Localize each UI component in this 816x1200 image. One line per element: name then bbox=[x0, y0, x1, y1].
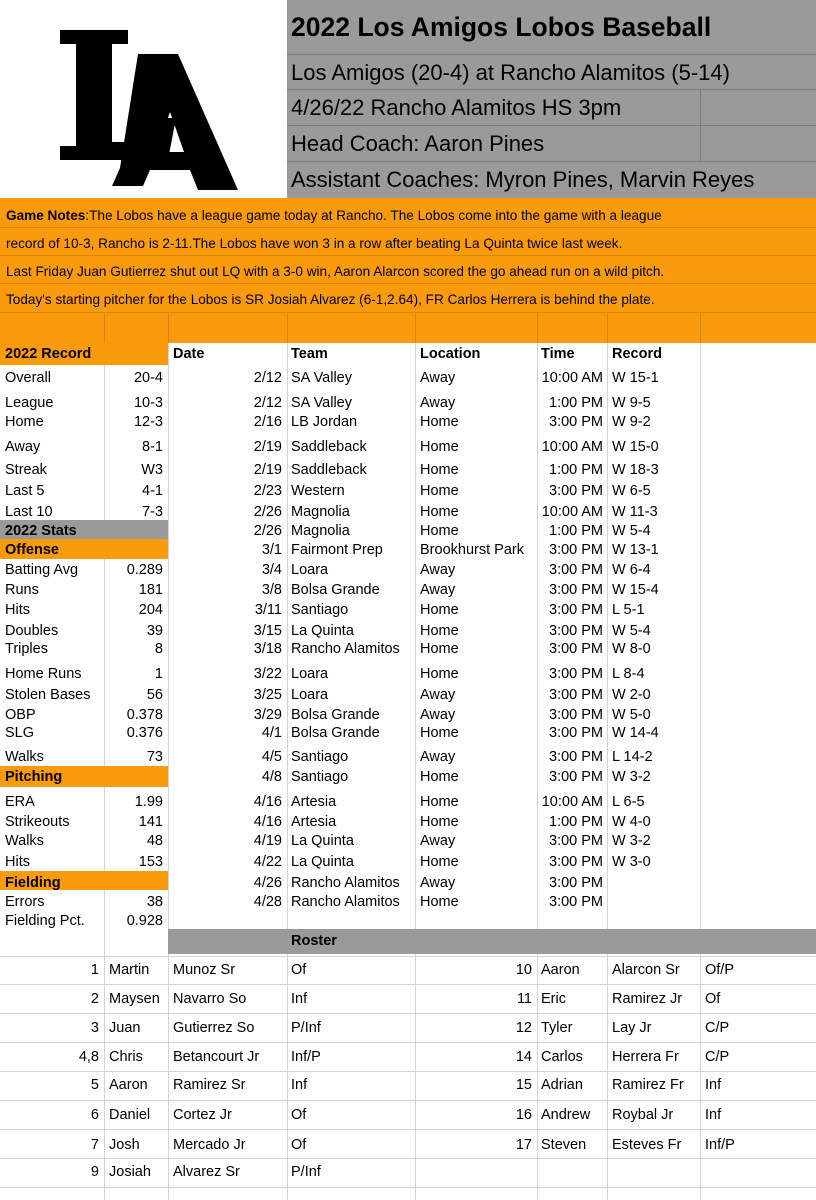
player-last-name: Ramirez Sr bbox=[173, 1077, 246, 1093]
game-date: 4/19 bbox=[253, 833, 282, 849]
player-last-name: Munoz Sr bbox=[173, 962, 236, 978]
game-team: Fairmont Prep bbox=[291, 542, 383, 558]
player-number: 3 bbox=[90, 1020, 99, 1036]
game-date: 4/28 bbox=[253, 894, 282, 910]
player-position: C/P bbox=[705, 1049, 730, 1065]
divider bbox=[0, 1071, 816, 1072]
player-first-name: Aaron bbox=[109, 1077, 148, 1093]
game-location: Home bbox=[420, 623, 459, 639]
game-location: Home bbox=[420, 794, 459, 810]
game-date: 2/26 bbox=[253, 523, 282, 539]
player-first-name: Steven bbox=[541, 1137, 587, 1153]
game-time: 10:00 AM bbox=[541, 794, 603, 810]
record-value: 12-3 bbox=[133, 414, 163, 430]
player-first-name: Aaron bbox=[541, 962, 580, 978]
game-time: 3:00 PM bbox=[549, 707, 603, 723]
game-location: Away bbox=[420, 395, 456, 411]
player-first-name: Chris bbox=[109, 1049, 143, 1065]
notes-text-1: :The Lobos have a league game today at Rancho. The Lobos come into the game with a league bbox=[85, 208, 662, 223]
game-result: L 8-4 bbox=[612, 666, 645, 682]
stat-label: Walks bbox=[5, 749, 44, 765]
player-first-name: Maysen bbox=[109, 991, 160, 1007]
player-last-name: Roybal Jr bbox=[612, 1107, 674, 1123]
game-location: Home bbox=[420, 894, 459, 910]
game-time: 1:00 PM bbox=[549, 814, 603, 830]
game-result: W 15-1 bbox=[612, 370, 659, 386]
notes-line-2: record of 10-3, Rancho is 2-11.The Lobos have won 3 in a row after beating La Quinta twice last week. bbox=[6, 236, 623, 251]
game-team: LB Jordan bbox=[291, 414, 358, 430]
game-result: W 9-2 bbox=[612, 414, 651, 430]
game-time: 3:00 PM bbox=[549, 562, 603, 578]
player-position: Inf bbox=[705, 1077, 722, 1093]
game-time: 3:00 PM bbox=[549, 687, 603, 703]
game-date: 3/15 bbox=[253, 623, 282, 639]
game-team: Rancho Alamitos bbox=[291, 641, 400, 657]
game-notes bbox=[0, 198, 816, 343]
game-result: W 6-4 bbox=[612, 562, 651, 578]
game-result: W 2-0 bbox=[612, 687, 651, 703]
game-result: W 8-0 bbox=[612, 641, 651, 657]
game-date: 3/4 bbox=[261, 562, 282, 578]
player-position: Of/P bbox=[705, 962, 735, 978]
game-date: 3/11 bbox=[254, 602, 282, 618]
game-team: Rancho Alamitos bbox=[291, 894, 400, 910]
divider bbox=[0, 1187, 816, 1188]
game-location: Home bbox=[420, 725, 459, 741]
game-team: La Quinta bbox=[291, 833, 354, 849]
game-time: 3:00 PM bbox=[549, 414, 603, 430]
game-time: 3:00 PM bbox=[549, 641, 603, 657]
record-label: Overall bbox=[5, 370, 51, 386]
game-location: Home bbox=[420, 666, 459, 682]
divider bbox=[0, 956, 816, 957]
record-value: 7-3 bbox=[142, 504, 163, 520]
player-position: Of bbox=[291, 1107, 307, 1123]
player-number: 6 bbox=[90, 1107, 99, 1123]
player-last-name: Mercado Jr bbox=[173, 1137, 246, 1153]
record-label: Home bbox=[5, 414, 44, 430]
player-last-name: Esteves Fr bbox=[612, 1137, 682, 1153]
divider bbox=[0, 255, 816, 256]
game-location: Away bbox=[420, 370, 456, 386]
game-result: L 6-5 bbox=[612, 794, 645, 810]
game-info-line bbox=[287, 90, 816, 126]
player-last-name: Navarro So bbox=[173, 991, 247, 1007]
header-cell bbox=[700, 126, 816, 161]
stat-value: 204 bbox=[138, 602, 163, 618]
divider bbox=[0, 984, 816, 985]
roster-title: Roster bbox=[291, 933, 337, 949]
game-result: W 9-5 bbox=[612, 395, 651, 411]
game-date: 3/29 bbox=[253, 707, 282, 723]
la-logo-icon bbox=[0, 0, 287, 198]
divider bbox=[0, 227, 816, 228]
player-first-name: Daniel bbox=[109, 1107, 151, 1123]
notes-label: Game Notes bbox=[6, 208, 86, 223]
player-first-name: Adrian bbox=[541, 1077, 583, 1093]
divider bbox=[0, 1158, 816, 1159]
player-first-name: Andrew bbox=[541, 1107, 591, 1123]
game-team: Rancho Alamitos bbox=[291, 875, 400, 891]
player-last-name: Cortez Jr bbox=[173, 1107, 232, 1123]
game-time: 3:00 PM bbox=[549, 483, 603, 499]
player-number: 16 bbox=[515, 1107, 532, 1123]
game-team: Loara bbox=[291, 687, 329, 703]
divider bbox=[607, 312, 608, 343]
header-cell bbox=[700, 90, 816, 125]
game-location: Away bbox=[420, 707, 456, 723]
pitching-label: Pitching bbox=[5, 769, 63, 785]
game-location: Home bbox=[420, 462, 459, 478]
game-time: 3:00 PM bbox=[549, 833, 603, 849]
game-time: 3:00 PM bbox=[549, 582, 603, 598]
game-result: W 3-0 bbox=[612, 854, 651, 870]
game-time: 3:00 PM bbox=[549, 542, 603, 558]
col-header-team: Team bbox=[291, 346, 328, 362]
divider bbox=[0, 1013, 816, 1014]
game-location: Brookhurst Park bbox=[420, 542, 524, 558]
game-date: 4/1 bbox=[261, 725, 282, 741]
page-title: 2022 Los Amigos Lobos Baseball bbox=[287, 0, 816, 55]
game-time: 1:00 PM bbox=[549, 462, 603, 478]
game-team: Artesia bbox=[291, 814, 337, 830]
game-team: Loara bbox=[291, 562, 329, 578]
game-date: 2/26 bbox=[253, 504, 282, 520]
game-team: Magnolia bbox=[291, 504, 350, 520]
divider bbox=[537, 312, 538, 343]
notes-line-1 bbox=[6, 208, 662, 223]
game-date: 4/5 bbox=[261, 749, 282, 765]
game-date: 4/8 bbox=[261, 769, 282, 785]
game-result: W 3-2 bbox=[612, 833, 651, 849]
stat-value: 0.376 bbox=[126, 725, 163, 741]
player-last-name: Betancourt Jr bbox=[173, 1049, 260, 1065]
game-team: La Quinta bbox=[291, 854, 354, 870]
game-result: W 6-5 bbox=[612, 483, 651, 499]
player-number: 10 bbox=[515, 962, 532, 978]
game-time: 1:00 PM bbox=[549, 523, 603, 539]
player-position: Of bbox=[705, 991, 721, 1007]
stat-label: Walks bbox=[5, 833, 44, 849]
game-date: 4/22 bbox=[253, 854, 282, 870]
game-team: Saddleback bbox=[291, 439, 367, 455]
game-result: W 18-3 bbox=[612, 462, 659, 478]
stat-value: 181 bbox=[138, 582, 163, 598]
game-team: SA Valley bbox=[291, 370, 352, 386]
player-position: Of bbox=[291, 962, 307, 978]
col-header-time: Time bbox=[541, 346, 575, 362]
game-team: Santiago bbox=[291, 602, 349, 618]
game-date: 3/8 bbox=[261, 582, 282, 598]
stat-value: 141 bbox=[138, 814, 163, 830]
stat-label: Hits bbox=[5, 602, 30, 618]
game-result: W 4-0 bbox=[612, 814, 651, 830]
game-team: Bolsa Grande bbox=[291, 725, 380, 741]
player-number: 17 bbox=[515, 1137, 532, 1153]
game-date: 4/16 bbox=[253, 794, 282, 810]
game-location: Home bbox=[420, 641, 459, 657]
header-panel bbox=[287, 0, 816, 198]
player-position: P/Inf bbox=[291, 1164, 321, 1180]
stat-value: 1 bbox=[154, 666, 163, 682]
stat-label: Batting Avg bbox=[5, 562, 79, 578]
game-location: Home bbox=[420, 414, 459, 430]
record-label: Last 5 bbox=[5, 483, 45, 499]
stat-value: 1.99 bbox=[134, 794, 163, 810]
stat-label: Fielding Pct. bbox=[5, 913, 85, 929]
game-date: 2/19 bbox=[253, 462, 282, 478]
game-result: W 5-0 bbox=[612, 707, 651, 723]
player-first-name: Josiah bbox=[109, 1164, 151, 1180]
divider bbox=[104, 312, 105, 343]
game-date: 4/26 bbox=[253, 875, 282, 891]
player-number: 4,8 bbox=[78, 1049, 99, 1065]
stat-value: 153 bbox=[138, 854, 163, 870]
player-last-name: Alvarez Sr bbox=[173, 1164, 240, 1180]
player-position: Inf/P bbox=[705, 1137, 735, 1153]
player-position: Inf/P bbox=[291, 1049, 321, 1065]
record-title: 2022 Record bbox=[5, 346, 92, 362]
record-value: 8-1 bbox=[142, 439, 163, 455]
game-location: Home bbox=[420, 769, 459, 785]
record-label: Last 10 bbox=[5, 504, 53, 520]
game-date: 2/12 bbox=[253, 370, 282, 386]
divider bbox=[0, 312, 816, 313]
player-first-name: Carlos bbox=[541, 1049, 583, 1065]
record-value: 20-4 bbox=[133, 370, 163, 386]
stat-label: Home Runs bbox=[5, 666, 82, 682]
player-number: 5 bbox=[90, 1077, 99, 1093]
divider bbox=[0, 283, 816, 284]
stat-label: SLG bbox=[5, 725, 35, 741]
game-result: W 15-0 bbox=[612, 439, 659, 455]
game-location: Home bbox=[420, 854, 459, 870]
stat-value: 73 bbox=[146, 749, 163, 765]
game-time: 10:00 AM bbox=[541, 504, 603, 520]
stat-value: 0.289 bbox=[126, 562, 163, 578]
col-header-date: Date bbox=[173, 346, 205, 362]
record-value: 4-1 bbox=[142, 483, 163, 499]
player-first-name: Juan bbox=[109, 1020, 141, 1036]
divider bbox=[287, 312, 288, 343]
player-number: 2 bbox=[90, 991, 99, 1007]
col-header-record: Record bbox=[612, 346, 662, 362]
game-location: Home bbox=[420, 814, 459, 830]
player-first-name: Tyler bbox=[541, 1020, 573, 1036]
stat-label: Runs bbox=[5, 582, 39, 598]
notes-line-4: Today's starting pitcher for the Lobos is SR Josiah Alvarez (6-1,2.64), FR Carlos Herrera is behind the plate. bbox=[6, 292, 655, 307]
game-team: Bolsa Grande bbox=[291, 707, 380, 723]
game-location: Home bbox=[420, 504, 459, 520]
game-time: 3:00 PM bbox=[549, 623, 603, 639]
player-position: Of bbox=[291, 1137, 307, 1153]
col-header-location: Location bbox=[420, 346, 481, 362]
player-number: 7 bbox=[90, 1137, 99, 1153]
game-location: Away bbox=[420, 687, 456, 703]
assistants-text: Assistant Coaches: Myron Pines, Marvin Reyes bbox=[291, 167, 755, 192]
stat-label: Hits bbox=[5, 854, 30, 870]
stat-label: Doubles bbox=[5, 623, 59, 639]
stat-value: 8 bbox=[154, 641, 163, 657]
stat-label: Triples bbox=[5, 641, 48, 657]
game-location: Home bbox=[420, 523, 459, 539]
game-date: 2/19 bbox=[253, 439, 282, 455]
game-info-text: 4/26/22 Rancho Alamitos HS 3pm bbox=[291, 95, 622, 120]
game-result: W 13-1 bbox=[612, 542, 659, 558]
game-date: 2/16 bbox=[253, 414, 282, 430]
stat-value: 56 bbox=[146, 687, 163, 703]
game-time: 3:00 PM bbox=[549, 854, 603, 870]
game-team: Bolsa Grande bbox=[291, 582, 380, 598]
game-team: Loara bbox=[291, 666, 329, 682]
game-date: 3/22 bbox=[253, 666, 282, 682]
game-team: SA Valley bbox=[291, 395, 352, 411]
player-last-name: Alarcon Sr bbox=[612, 962, 680, 978]
game-date: 3/18 bbox=[253, 641, 282, 657]
team-logo bbox=[0, 0, 287, 198]
record-value: W3 bbox=[141, 462, 163, 478]
player-number: 14 bbox=[515, 1049, 532, 1065]
stat-value: 39 bbox=[146, 623, 163, 639]
game-result: L 14-2 bbox=[612, 749, 653, 765]
divider bbox=[415, 312, 416, 343]
player-number: 1 bbox=[90, 962, 99, 978]
game-location: Away bbox=[420, 749, 456, 765]
divider bbox=[0, 1129, 816, 1130]
game-location: Away bbox=[420, 582, 456, 598]
notes-line-3: Last Friday Juan Gutierrez shut out LQ with a 3-0 win, Aaron Alarcon scored the go ahead run on a wild pitch. bbox=[6, 264, 665, 279]
game-result: W 5-4 bbox=[612, 623, 651, 639]
player-last-name: Lay Jr bbox=[612, 1020, 652, 1036]
head-coach-text: Head Coach: Aaron Pines bbox=[291, 131, 545, 156]
game-result: W 15-4 bbox=[612, 582, 659, 598]
head-coach-line bbox=[287, 126, 816, 162]
game-team: Artesia bbox=[291, 794, 337, 810]
player-number: 9 bbox=[90, 1164, 99, 1180]
game-team: La Quinta bbox=[291, 623, 354, 639]
divider bbox=[0, 1100, 816, 1101]
stat-label: Errors bbox=[5, 894, 45, 910]
game-location: Home bbox=[420, 439, 459, 455]
game-time: 3:00 PM bbox=[549, 875, 603, 891]
divider bbox=[168, 312, 169, 343]
game-date: 3/1 bbox=[261, 542, 282, 558]
player-number: 11 bbox=[516, 991, 532, 1007]
game-time: 3:00 PM bbox=[549, 749, 603, 765]
assistants-line bbox=[287, 162, 816, 198]
game-time: 10:00 AM bbox=[541, 439, 603, 455]
game-result: W 11-3 bbox=[612, 504, 658, 520]
player-first-name: Eric bbox=[541, 991, 566, 1007]
game-time: 3:00 PM bbox=[549, 602, 603, 618]
player-last-name: Herrera Fr bbox=[612, 1049, 679, 1065]
game-time: 3:00 PM bbox=[549, 894, 603, 910]
stats-title: 2022 Stats bbox=[5, 523, 77, 539]
player-number: 12 bbox=[515, 1020, 532, 1036]
stat-label: Stolen Bases bbox=[5, 687, 91, 703]
game-time: 3:00 PM bbox=[549, 666, 603, 682]
game-location: Home bbox=[420, 483, 459, 499]
game-location: Home bbox=[420, 602, 459, 618]
divider bbox=[700, 312, 701, 343]
game-location: Away bbox=[420, 875, 456, 891]
stat-value: 38 bbox=[146, 894, 163, 910]
game-time: 3:00 PM bbox=[549, 769, 603, 785]
stat-value: 0.378 bbox=[126, 707, 163, 723]
matchup-text: Los Amigos (20-4) at Rancho Alamitos (5-14) bbox=[291, 60, 730, 85]
game-time: 10:00 AM bbox=[541, 370, 603, 386]
game-team: Saddleback bbox=[291, 462, 367, 478]
stat-value: 0.928 bbox=[126, 913, 163, 929]
game-date: 2/23 bbox=[253, 483, 282, 499]
game-result: W 3-2 bbox=[612, 769, 651, 785]
player-position: C/P bbox=[705, 1020, 730, 1036]
matchup-line bbox=[287, 55, 816, 90]
player-number: 15 bbox=[515, 1077, 532, 1093]
stat-label: Strikeouts bbox=[5, 814, 70, 830]
stat-label: ERA bbox=[5, 794, 35, 810]
game-team: Western bbox=[291, 483, 345, 499]
game-time: 3:00 PM bbox=[549, 725, 603, 741]
game-date: 3/25 bbox=[253, 687, 282, 703]
player-position: Inf bbox=[291, 991, 308, 1007]
stat-label: OBP bbox=[5, 707, 36, 723]
stat-value: 48 bbox=[146, 833, 163, 849]
record-label: League bbox=[5, 395, 54, 411]
player-position: P/Inf bbox=[291, 1020, 321, 1036]
roster-header-bar bbox=[168, 929, 816, 954]
game-date: 4/16 bbox=[253, 814, 282, 830]
game-location: Away bbox=[420, 833, 456, 849]
game-result: W 14-4 bbox=[612, 725, 659, 741]
game-time: 1:00 PM bbox=[549, 395, 603, 411]
game-date: 2/12 bbox=[253, 395, 282, 411]
offense-label: Offense bbox=[5, 542, 59, 558]
game-result: L 5-1 bbox=[612, 602, 645, 618]
game-team: Santiago bbox=[291, 769, 349, 785]
game-result: W 5-4 bbox=[612, 523, 651, 539]
player-last-name: Gutierrez So bbox=[173, 1020, 255, 1036]
player-last-name: Ramirez Jr bbox=[612, 991, 683, 1007]
game-location: Away bbox=[420, 562, 456, 578]
player-first-name: Josh bbox=[109, 1137, 140, 1153]
game-team: Santiago bbox=[291, 749, 349, 765]
player-first-name: Martin bbox=[109, 962, 150, 978]
divider bbox=[0, 1042, 816, 1043]
fielding-label: Fielding bbox=[5, 875, 61, 891]
player-last-name: Ramirez Fr bbox=[612, 1077, 684, 1093]
record-label: Streak bbox=[5, 462, 47, 478]
player-position: Inf bbox=[705, 1107, 722, 1123]
player-position: Inf bbox=[291, 1077, 308, 1093]
record-label: Away bbox=[5, 439, 41, 455]
game-team: Magnolia bbox=[291, 523, 350, 539]
record-value: 10-3 bbox=[133, 395, 163, 411]
